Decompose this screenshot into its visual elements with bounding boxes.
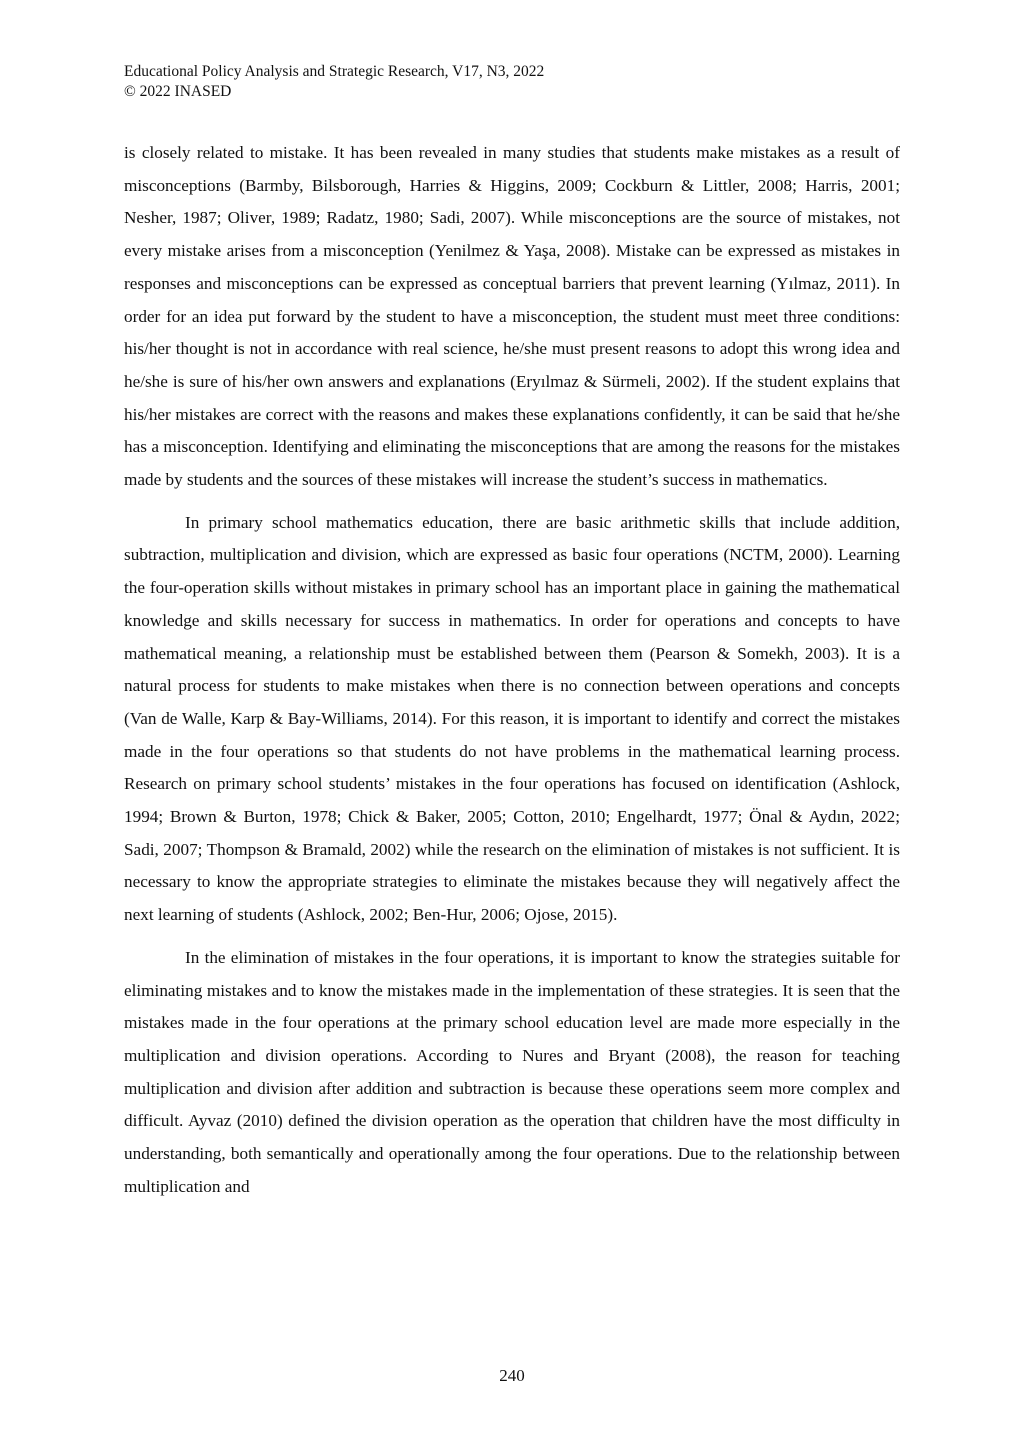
copyright-line: © 2022 INASED — [124, 83, 232, 100]
page-number: 240 — [499, 1366, 525, 1385]
body-paragraph: In primary school mathematics education, there are basic arithmetic skills that include addition, subtraction, multiplication and division, which are expressed as basic four operations (NCTM, 2000). Learning the four-operation skills without mistakes in primary school has an important place in gaining the mathematical knowledge and skills necessary for success in mathematics. In order for operations and concepts to have mathematical meaning, a relationship must be established between them (Pearson & Somekh, 2003). It is a natural process for students to make mistakes when there is no connection between operations and concepts (Van de Walle, Karp & Bay-Williams, 2014). For this reason, it is important to identify and correct the mistakes made in the four operations so that students do not have problems in the mathematical learning process. Research on primary school students’ mistakes in the four operations has focused on identification (Ashlock, 1994; Brown & Burton, 1978; Chick & Baker, 2005; Cotton, 2010; Engelhardt, 1977; Önal & Aydın, 2022; Sadi, 2007; Thompson & Bramald, 2002) while the research on the elimination of mistakes is not sufficient. It is necessary to know the appropriate strategies to eliminate the mistakes because they will negatively affect the next learning of students (Ashlock, 2002; Ben-Hur, 2006; Ojose, 2015). — [124, 512, 900, 925]
body-paragraph: In the elimination of mistakes in the four operations, it is important to know the strategies suitable for eliminating mistakes and to know the mistakes made in the implementation of these strategies. It is seen that the mistakes made in the four operations at the primary school education level are made more especially in the multiplication and division operations. According to Nures and Bryant (2008), the reason for teaching multiplication and division after addition and subtraction is because these operations seem more complex and difficult. Ayvaz (2010) defined the division operation as the operation that children have the most difficulty in understanding, both semantically and operationally among the four operations. Due to the relationship between multiplication and — [124, 947, 900, 1196]
journal-citation: Educational Policy Analysis and Strategic Research, V17, N3, 2022 — [124, 63, 545, 80]
body-paragraph: is closely related to mistake. It has been revealed in many studies that students make mistakes as a result of misconceptions (Barmby, Bilsborough, Harries & Higgins, 2009; Cockburn & Littler, 2008; Harris, 2001; Nesher, 1987; Oliver, 1989; Radatz, 1980; Sadi, 2007). While misconceptions are the source of mistakes, not every mistake arises from a misconception (Yenilmez & Yaşa, 2008). Mistake can be expressed as mistakes in responses and misconceptions can be expressed as conceptual barriers that prevent learning (Yılmaz, 2011). In order for an idea put forward by the student to have a misconception, the student must meet three conditions: his/her thought is not in accordance with real science, he/she must present reasons to adopt this wrong idea and he/she is sure of his/her own answers and explanations (Eryılmaz & Sürmeli, 2002). If the student explains that his/her mistakes are correct with the reasons and makes these explanations confidently, it can be said that he/she has a misconception. Identifying and eliminating the misconceptions that are among the reasons for the mistakes made by students and the sources of these mistakes will increase the student’s success in mathematics. — [124, 143, 900, 490]
article-body — [124, 137, 900, 1214]
running-header — [124, 62, 544, 102]
